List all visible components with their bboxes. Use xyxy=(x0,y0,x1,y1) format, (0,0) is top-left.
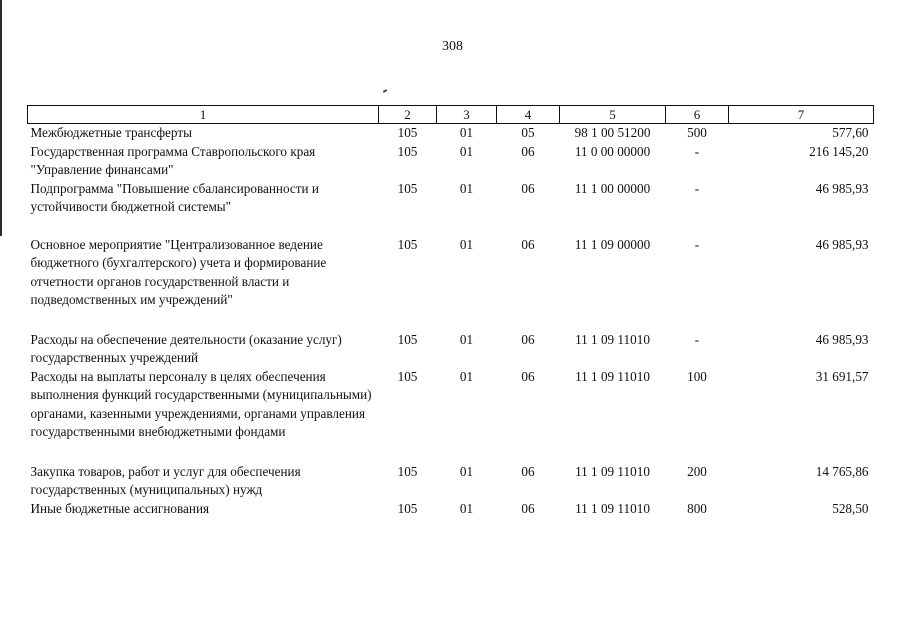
header-col-6: 6 xyxy=(666,106,729,124)
row-amount: 14 765,86 xyxy=(815,463,869,479)
row-expense-type: - xyxy=(694,180,700,196)
table-row xyxy=(28,180,874,236)
scan-speck xyxy=(383,89,387,93)
row-section-code: 01 xyxy=(459,500,474,516)
header-col-1: 1 xyxy=(28,106,379,124)
row-expense-type: 100 xyxy=(687,368,707,384)
table-row xyxy=(28,124,874,143)
row-name: Расходы на обеспечение деятельности (оказание услуг) государственных учреждений xyxy=(30,331,342,365)
header-col-3: 3 xyxy=(437,106,497,124)
header-col-7: 7 xyxy=(729,106,874,124)
row-ministry-code: 105 xyxy=(397,463,418,479)
header-col-5: 5 xyxy=(560,106,666,124)
row-amount: 46 985,93 xyxy=(815,180,869,196)
row-expense-type: - xyxy=(694,236,700,252)
row-section-code: 01 xyxy=(459,236,474,252)
row-ministry-code: 105 xyxy=(397,125,418,140)
header-col-2: 2 xyxy=(379,106,437,124)
row-name: Основное мероприятие "Централизованное ведение бюджетного (бухгалтерского) учета и формирование отчетности органов государственной власти и подведомственных им учреждений" xyxy=(30,236,327,307)
row-name: Межбюджетные трансферты xyxy=(30,125,192,140)
row-subsection-code: 06 xyxy=(521,331,535,347)
row-name: Подпрограмма "Повышение сбалансированности и устойчивости бюджетной системы" xyxy=(30,180,319,214)
row-target-article: 11 1 09 11010 xyxy=(575,500,650,516)
row-ministry-code: 105 xyxy=(397,143,418,159)
row-section-code: 01 xyxy=(459,368,474,384)
table-row xyxy=(28,500,874,519)
row-subsection-code: 06 xyxy=(521,143,535,159)
row-amount: 577,60 xyxy=(832,125,869,140)
row-section-code: 01 xyxy=(459,143,474,159)
page-number: 308 xyxy=(442,39,463,54)
row-amount: 528,50 xyxy=(832,500,869,516)
table-row xyxy=(28,236,874,331)
row-ministry-code: 105 xyxy=(397,180,418,196)
row-subsection-code: 06 xyxy=(521,500,535,516)
row-amount: 31 691,57 xyxy=(815,368,869,384)
row-section-code: 01 xyxy=(459,180,474,196)
table-row xyxy=(28,368,874,463)
row-expense-type: 500 xyxy=(687,125,707,140)
row-expense-type: 800 xyxy=(687,500,707,516)
table-row xyxy=(28,331,874,368)
table-row xyxy=(28,143,874,180)
row-target-article: 11 0 00 00000 xyxy=(574,143,651,159)
row-name: Иные бюджетные ассигнования xyxy=(30,500,210,516)
row-name: Государственная программа Ставропольского края "Управление финансами" xyxy=(30,143,316,177)
row-name: Расходы на выплаты персоналу в целях обеспечения выполнения функций государственными (муниципальными) органами, казенными учреждениями, органами управления государственными внебюджетными фондами xyxy=(30,368,372,439)
row-target-article: 98 1 00 51200 xyxy=(574,125,651,140)
row-name: Закупка товаров, работ и услуг для обеспечения государственных (муниципальных) нужд xyxy=(30,463,301,497)
row-target-article: 11 1 09 00000 xyxy=(574,236,651,252)
scan-left-edge-line xyxy=(0,0,2,236)
row-section-code: 01 xyxy=(459,125,474,140)
row-ministry-code: 105 xyxy=(397,236,418,252)
table-row xyxy=(28,463,874,500)
row-section-code: 01 xyxy=(459,331,474,347)
table-header-row xyxy=(28,106,874,124)
row-section-code: 01 xyxy=(459,463,474,479)
row-subsection-code: 05 xyxy=(521,125,535,140)
row-ministry-code: 105 xyxy=(397,500,418,516)
budget-table xyxy=(27,105,874,518)
row-ministry-code: 105 xyxy=(397,331,418,347)
row-target-article: 11 1 09 11010 xyxy=(575,331,650,347)
row-subsection-code: 06 xyxy=(521,180,535,196)
row-amount: 46 985,93 xyxy=(815,331,869,347)
row-subsection-code: 06 xyxy=(521,368,535,384)
row-amount: 46 985,93 xyxy=(815,236,869,252)
row-expense-type: - xyxy=(694,331,700,347)
row-amount: 216 145,20 xyxy=(809,143,869,159)
row-target-article: 11 1 09 11010 xyxy=(575,368,650,384)
row-target-article: 11 1 09 11010 xyxy=(575,463,650,479)
header-col-4: 4 xyxy=(497,106,560,124)
row-subsection-code: 06 xyxy=(521,463,535,479)
row-expense-type: - xyxy=(694,143,700,159)
row-target-article: 11 1 00 00000 xyxy=(574,180,651,196)
row-subsection-code: 06 xyxy=(521,236,535,252)
row-ministry-code: 105 xyxy=(397,368,418,384)
row-expense-type: 200 xyxy=(687,463,707,479)
